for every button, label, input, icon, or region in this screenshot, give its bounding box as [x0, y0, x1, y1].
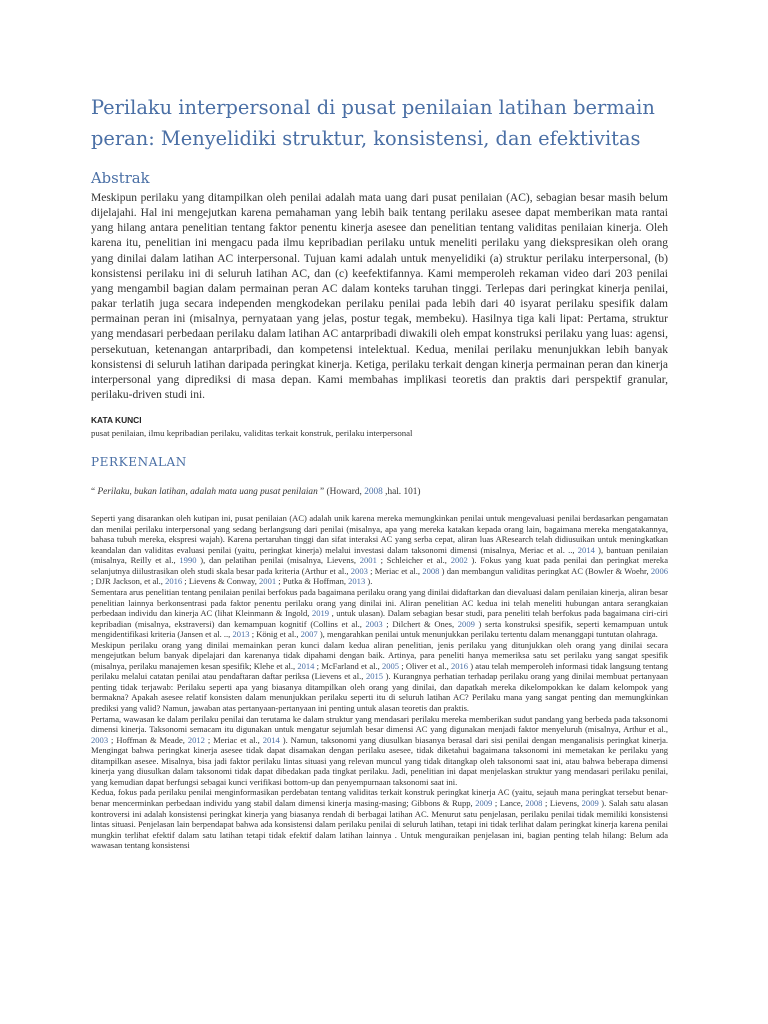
- body-text: ), mengarahkan penilai untuk menunjukkan perilaku tertentu dalam menanggapi tuntutan olahraga.: [317, 629, 658, 640]
- citation-link[interactable]: 2009: [581, 797, 599, 808]
- body-text: ; Putka & Hoffman,: [276, 576, 349, 587]
- keywords-list: pusat penilaian, ilmu kepribadian perilaku, validitas terkait konstruk, perilaku interpersonal: [91, 428, 413, 439]
- epigraph-attribution: ” (Howard,: [317, 487, 365, 498]
- body-paragraph: [91, 587, 668, 640]
- citation-link[interactable]: 2013: [232, 629, 250, 640]
- body-text: ). Fokus yang kuat pada penilai dan peringkat mereka selanjutnya diilustrasikan oleh studi skala besar pada kriteria (Arthur et al.,: [91, 555, 668, 576]
- body-text: ).: [365, 576, 373, 587]
- body-text: Meskipun perilaku orang yang dinilai memainkan peran kunci dalam kedua aliran penelitian, jenis perilaku yang ditunjukkan oleh orang yang dinilai secara mengejutkan belum banyak dipelajari dan karenanya tidak dipahami dengan baik. Artinya, para peneliti hanya memeriksa satu set perilaku yang sangat spesifik (misalnya, perilaku manajemen kesan spesifik; Klehe et al.,: [91, 639, 668, 671]
- body-text: ). Namun, taksonomi yang diusulkan biasanya berasal dari sisi penilai dengan menganalisis peringkat kinerja. Mengingat bahwa peringkat kinerja asesee tidak dapat disamakan dengan perilaku asesee, tidak diketahui bagaimana taksonomi ini memetakan ke perilaku yang ditampilkan asesee. Misalnya, bisa jadi faktor perilaku lintas situasi yang relevan muncul yang tidak ditangkap oleh taksonomi saat ini, atau bahwa beberapa dimensi kinerja yang diusulkan dalam taksonomi tidak dapat dibedakan pada tingkat perilaku. Jadi, penelitian ini dapat menjelaskan struktur yang mendasari perilaku penilai, yang kemudian dapat berfungsi sebagai kunci verifikasi bottom-up dan penyempurnaan taksonomi saat ini.: [91, 734, 668, 787]
- body-text: ) serta konstruksi spesifik, seperti kemampuan untuk mengidentifikasi kriteria (Jansen et al. ..,: [91, 618, 668, 640]
- body-text: ). Kurangnya perhatian terhadap perilaku orang yang dinilai membuat pertanyaan penting tidak terjawab: Perilaku seperti apa yang biasanya ditampilkan oleh orang yang dinilai, dan dapatkah mereka dikelompokkan ke dalam kelompok yang bermakna? Apakah asesee relatif konsisten dalam menunjukkan perilaku seperti itu di seluruh latihan AC? Perilaku mana yang sangat penting dan memungkinkan prediksi yang valid? Namun, jawaban atas pertanyaan-pertanyaan ini penting untuk alasan teoretis dan praktis.: [91, 671, 668, 714]
- citation-link[interactable]: 2008: [422, 565, 440, 576]
- body-text: ; Oliver et al.,: [399, 660, 451, 671]
- body-text: ; McFarland et al.,: [314, 660, 382, 671]
- body-text: ) dan membangun validitas peringkat AC (Bowler & Woehr,: [439, 565, 651, 576]
- body-text: , untuk ulasan). Dalam sebagian besar studi, para peneliti telah berfokus pada bagaimana ciri-ciri kepribadian (misalnya, ekstraversi) dan kemampuan kognitif (Collins et al.,: [91, 608, 669, 629]
- citation-link[interactable]: 2007: [300, 629, 318, 640]
- body-text: ), bantuan penilaian (misalnya, Reilly et al.,: [91, 544, 668, 566]
- body-text: Kedua, fokus pada perilaku penilai menginformasikan perdebatan tentang validitas terkait konstruk peringkat kinerja AC (yaitu, sejauh mana peringkat tersebut benar-benar mencerminkan perbedaan individu yang stabil dalam dimensi kinerja masing-masing; Gibbons & Rupp,: [91, 787, 668, 808]
- epigraph-open: “: [91, 487, 98, 498]
- body-text: ; Meriac et al.,: [367, 565, 423, 576]
- citation-link[interactable]: 2012: [187, 734, 205, 745]
- citation-link[interactable]: 2001: [359, 555, 377, 566]
- body-text: ; Hoffman & Meade,: [108, 734, 188, 745]
- body-text: ; Dilchert & Ones,: [382, 618, 458, 629]
- citation-link[interactable]: 2016: [450, 660, 469, 671]
- body-text: ; Lievens,: [542, 797, 582, 808]
- body-text: ; DJR Jackson, et al.,: [91, 576, 166, 587]
- body-text: ; König et al.,: [249, 629, 301, 640]
- citation-link[interactable]: 2014: [297, 660, 315, 671]
- body-text: Pertama, wawasan ke dalam perilaku penilai dan terutama ke dalam struktur yang mendasari perilaku mereka memberikan sudut pandang yang berbeda pada taksonomi dimensi kinerja. Taksonomi semacam itu digunakan untuk mengatur sejumlah besar dimensi AC yang digunakan menjadi faktor menyeluruh (misalnya, Arthur et al.,: [91, 713, 668, 735]
- body-paragraph: [91, 513, 668, 587]
- introduction-body: [91, 513, 668, 851]
- epigraph-quote: [91, 485, 668, 499]
- body-text: ), dan pelatihan penilai (misalnya, Lievens,: [196, 555, 360, 566]
- keywords-heading: KATA KUNCI: [91, 415, 142, 426]
- citation-link[interactable]: 2003: [365, 618, 383, 629]
- citation-link[interactable]: 2008: [364, 487, 383, 498]
- body-paragraph: [91, 787, 668, 850]
- body-text: ; Lievens & Conway,: [182, 576, 260, 587]
- body-paragraph: [91, 640, 668, 714]
- citation-link[interactable]: 2006: [650, 565, 668, 576]
- body-text: ; Schleicher et al.,: [376, 555, 451, 566]
- citation-link[interactable]: 2013: [348, 576, 366, 587]
- body-text: ; Lance,: [492, 797, 526, 808]
- body-text: ; Meriac et al.,: [204, 734, 263, 745]
- citation-link[interactable]: 2016: [165, 576, 183, 587]
- citation-link[interactable]: 2009: [475, 797, 493, 808]
- abstract-heading: Abstrak: [91, 170, 150, 187]
- citation-link[interactable]: 2019: [311, 608, 330, 619]
- epigraph-text: Perilaku, bukan latihan, adalah mata uang pusat penilaian: [97, 487, 318, 498]
- citation-link[interactable]: 2008: [525, 797, 543, 808]
- body-text: Seperti yang disarankan oleh kutipan ini, pusat penilaian (AC) adalah unik karena mereka memungkinkan penilai untuk mengevaluasi penilai berdasarkan pengamatan dan menilai perilaku interpersonal yang sedang berlangsung dari penilai (misalnya, apa yang mereka katakan kepada orang lain, bagaimana mereka mengatakannya, bahasa tubuh mereka, ekspresi wajah). Karena pertaruhan tinggi dan sifat interaksi AC yang serba cepat, aliran luas AResearch telah didiusuikan untuk meningkatkan keandalan dan validitas evaluasi penilai (yaitu, peringkat kinerja) melalui investasi dalam taksonomi dimensi (misalnya, Meriac et al. ..,: [91, 513, 668, 555]
- citation-link[interactable]: 2003: [91, 734, 109, 745]
- citation-link[interactable]: 1990: [179, 555, 197, 566]
- body-paragraph: [91, 714, 668, 788]
- citation-link[interactable]: 2009: [457, 618, 475, 629]
- citation-link[interactable]: 2015: [365, 671, 384, 682]
- body-text: ). Salah satu alasan kontroversi ini adalah konsistensi peringkat kinerja yang biasanya rendah di berbagai latihan AC. Menurut satu penjelasan, perilaku penilai tidak memiliki konsistensi lintas situasi. Penjelasan lain berpendapat bahwa ada konsistensi dalam perilaku penilai di seluruh latihan, tetapi ini tidak terlihat dalam peringkat kinerja karena penilai mungkin terlihat efektif dalam satu latihan tetapi tidak efektif dalam latihan lainnya . Untuk menguraikan penjelasan ini, bagian penting telah hilang: Belum ada wawasan tentang konsistensi: [91, 797, 669, 851]
- citation-link[interactable]: 2014: [577, 544, 595, 555]
- citation-link[interactable]: 2014: [262, 734, 280, 745]
- introduction-heading: PERKENALAN: [91, 455, 187, 470]
- body-text: Sementara arus penelitian tentang penilaian penilai berfokus pada bagaimana perilaku orang yang dinilai didaftarkan dan dievaluasi dalam penilaian kinerja, aliran besar penelitian lainnya berkonsentrasi pada faktor penentu perilaku orang yang dinilai ini. Aliran penelitian AC kedua ini telah meneliti hubungan antara serangkaian perbedaan individu dan kinerja AC (lihat Kleinmann & Ingold,: [91, 587, 668, 619]
- citation-link[interactable]: 2002: [450, 555, 468, 566]
- citation-link[interactable]: 2001: [259, 576, 277, 587]
- body-text: ) atau telah memperoleh informasi tidak langsung tentang perilaku melalui catatan penilai atau pendaftaran daftar periksa (Lievens et al.,: [91, 660, 668, 682]
- article-title: Perilaku interpersonal di pusat penilaian latihan bermain peran: Menyelidiki struktur, konsistensi, dan efektivitas: [91, 96, 655, 150]
- abstract-text: Meskipun perilaku yang ditampilkan oleh penilai adalah mata uang dari pusat penilaian (AC), sebagian besar masih belum dijelajahi. Hal ini mengejutkan karena pemahaman yang lebih baik tentang perilaku asesee dapat memberikan mata rantai yang hilang antara penelitian tentang faktor penentu kinerja asesee dan penelitian tentang validitas penilaian kinerja. Oleh karena itu, penelitian ini mengacu pada ilmu kepribadian perilaku untuk meneliti perilaku yang diekspresikan oleh orang yang dinilai dalam latihan AC interpersonal. Tujuan kami adalah untuk menyelidiki (a) struktur perilaku interpersonal, (b) konsistensi perilaku ini di seluruh latihan AC, dan (c) keefektifannya. Kami memperoleh rekaman video dari 203 penilai yang mengambil bagian dalam permainan peran AC dalam konteks taruhan tinggi. Terlepas dari peringkat kinerja penilai, pakar terlatih juga secara independen mengkodekan perilaku penilai pada lebih dari 40 isyarat perilaku spesifik dalam permainan peran ini (misalnya, pernyataan yang jelas, postur tegak, membeku). Hasilnya tiga kali lipat: Pertama, struktur yang mendasari perbedaan perilaku dalam latihan AC antarpribadi diwakili oleh empat konstruksi perilaku yang luas: agensi, persekutuan, ketenangan antarpribadi, dan kompetensi intelektual. Kedua, menilai perilaku menunjukkan lebih banyak konsistensi di seluruh latihan daripada peringkat kinerja. Ketiga, perilaku terkait dengan kinerja permainan peran dan kinerja interpersonal yang diprediksi di masa depan. Kami membahas implikasi teoretis dan praktis dari perspektif granular, perilaku-driven studi ini.: [91, 192, 668, 402]
- citation-link[interactable]: 2005: [381, 660, 400, 671]
- citation-link[interactable]: 2003: [350, 565, 368, 576]
- epigraph-page: ,hal. 101): [382, 487, 421, 498]
